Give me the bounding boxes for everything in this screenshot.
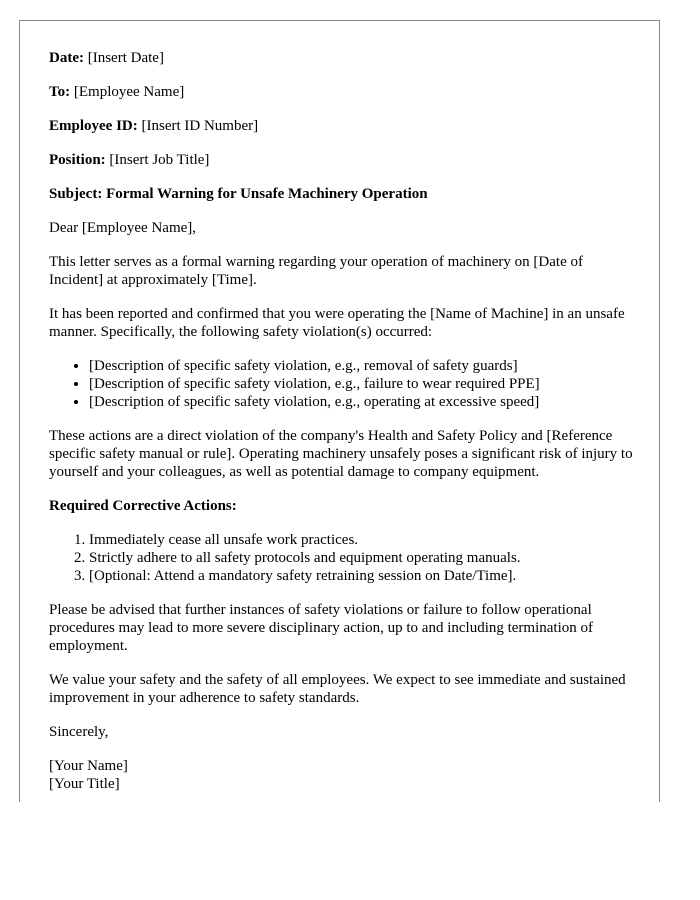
employee-id-label: Employee ID: xyxy=(49,118,138,134)
letter-content xyxy=(49,49,639,793)
to-value: [Employee Name] xyxy=(73,84,185,100)
violations-list xyxy=(49,357,639,411)
paragraph-consequences: Please be advised that further instances of safety violations or failure to follow operational procedures may lead to more severe disciplinary action, up to and including termination of employment. xyxy=(49,602,593,654)
employee-id-value: [Insert ID Number] xyxy=(141,118,259,134)
to-label: To: xyxy=(49,84,71,100)
paragraph-policy: These actions are a direct violation of the company's Health and Safety Policy and [Reference specific safety manual or rule]. Operating machinery unsafely poses a significant risk of injury to yourself and your colleagues, as well as potential damage to company equipment. xyxy=(49,428,633,480)
position-line xyxy=(49,151,639,169)
list-item: 3. [Optional: Attend a mandatory safety retraining session on Date/Time]. xyxy=(89,567,639,585)
sender-name: [Your Name] xyxy=(49,758,128,774)
paragraph-incident: This letter serves as a formal warning regarding your operation of machinery on [Date of Incident] at approximately [Time]. xyxy=(49,254,583,288)
sign-off: Sincerely, xyxy=(49,724,109,740)
sender-title: [Your Title] xyxy=(49,776,120,792)
corrective-actions-heading: Required Corrective Actions: xyxy=(49,498,237,514)
list-item: • [Description of specific safety violation, e.g., removal of safety guards] xyxy=(89,357,639,375)
letter-page xyxy=(19,20,660,802)
subject-line: Subject: Formal Warning for Unsafe Machinery Operation xyxy=(49,186,428,202)
paragraph-expectations: We value your safety and the safety of all employees. We expect to see immediate and sustained improvement in your adherence to safety standards. xyxy=(49,672,626,706)
to-line xyxy=(49,83,639,101)
salutation: Dear [Employee Name], xyxy=(49,220,197,236)
date-value: [Insert Date] xyxy=(87,50,164,66)
corrective-actions-list xyxy=(49,531,639,585)
list-item: • [Description of specific safety violation, e.g., failure to wear required PPE] xyxy=(89,375,639,393)
position-value: [Insert Job Title] xyxy=(109,152,210,168)
list-item: 2. Strictly adhere to all safety protocols and equipment operating manuals. xyxy=(89,549,639,567)
list-item: • [Description of specific safety violation, e.g., operating at excessive speed] xyxy=(89,393,639,411)
position-label: Position: xyxy=(49,152,106,168)
signature-block xyxy=(49,757,639,793)
date-line xyxy=(49,49,639,67)
paragraph-violations-intro: It has been reported and confirmed that you were operating the [Name of Machine] in an unsafe manner. Specifically, the following safety violation(s) occurred: xyxy=(49,306,625,340)
list-item: 1. Immediately cease all unsafe work practices. xyxy=(89,531,639,549)
employee-id-line xyxy=(49,117,639,135)
date-label: Date: xyxy=(49,50,84,66)
